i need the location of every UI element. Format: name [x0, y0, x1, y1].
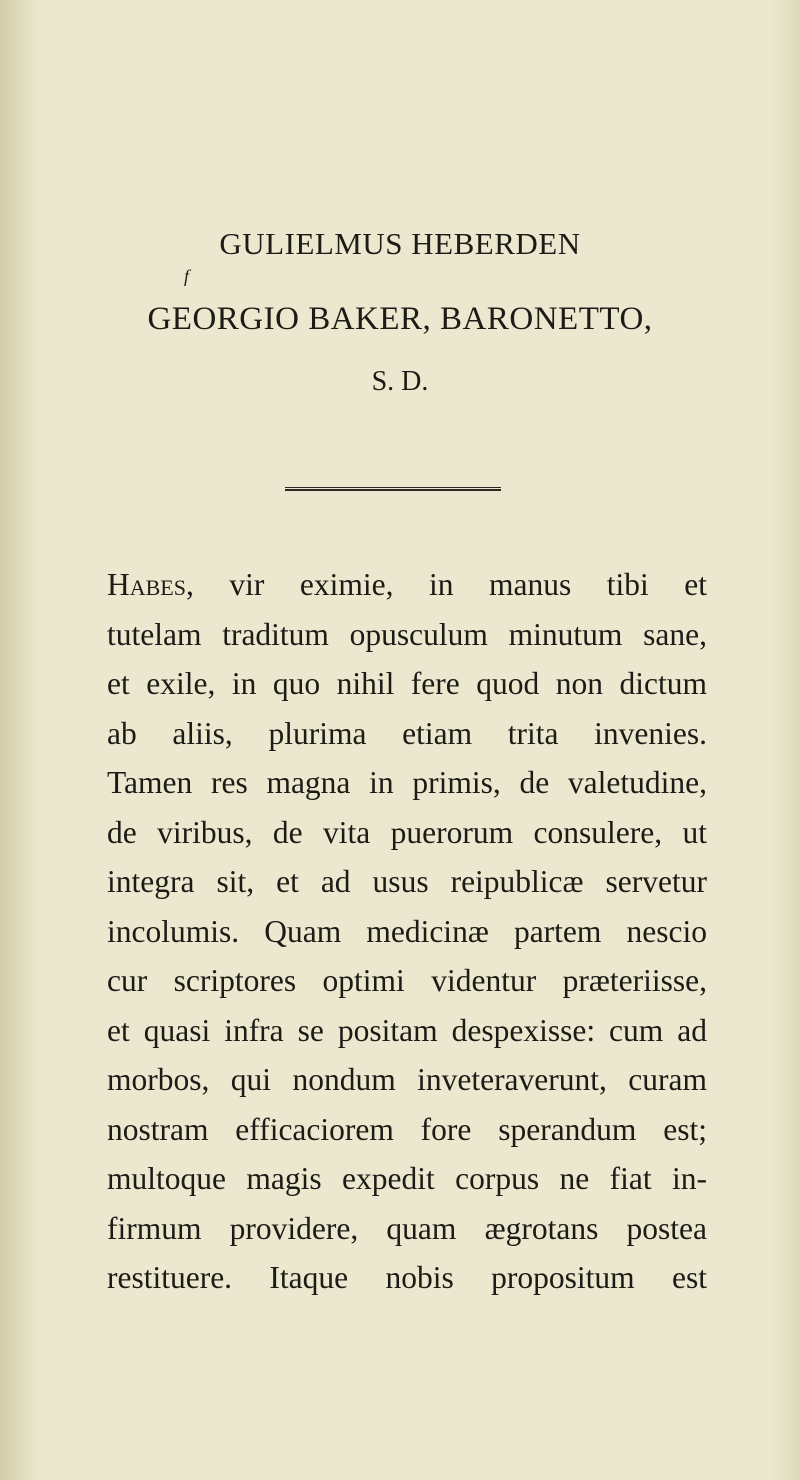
recipient-heading: GEORGIO BAKER, BARONETTO,: [147, 301, 653, 337]
body-line: morbos, qui nondum inveteraverunt, curam: [107, 1062, 707, 1097]
body-line: tutelam traditum opusculum minutum sane,: [107, 616, 707, 652]
body-line: multoque magis expedit corpus ne fiat in-: [107, 1161, 707, 1196]
body-line: et exile, in quo nihil fere quod non dictum: [107, 666, 707, 701]
salutation: S. D.: [371, 366, 429, 397]
body-line: firmum providere, quam ægrotans postea: [107, 1210, 707, 1246]
body-line: de viribus, de vita puerorum consulere, ut: [107, 814, 707, 850]
letter-body: [107, 560, 707, 1303]
author-heading: GULIELMUS HEBERDEN: [219, 226, 581, 261]
body-line: Tamen res magna in primis, de valetudine,: [107, 765, 707, 800]
body-line: cur scriptores optimi videntur præteriisse,: [107, 963, 707, 998]
body-line: restituere. Itaque nobis propositum est: [107, 1260, 707, 1295]
opening-word: Habes,: [107, 567, 194, 602]
body-line: integra sit, et ad usus reipublicæ servetur: [107, 864, 707, 899]
body-line: [107, 560, 707, 610]
body-line: incolumis. Quam medicinæ partem nescio: [107, 913, 707, 949]
body-line: nostram efficaciorem fore sperandum est;: [107, 1111, 707, 1147]
body-line: ab aliis, plurima etiam trita invenies.: [107, 715, 707, 751]
separator-mark: f: [184, 266, 190, 286]
body-line: et quasi infra se positam despexisse: cum ad: [107, 1012, 707, 1048]
divider-rule: [285, 487, 501, 491]
body-line-text: vir eximie, in manus tibi et: [193, 567, 707, 602]
